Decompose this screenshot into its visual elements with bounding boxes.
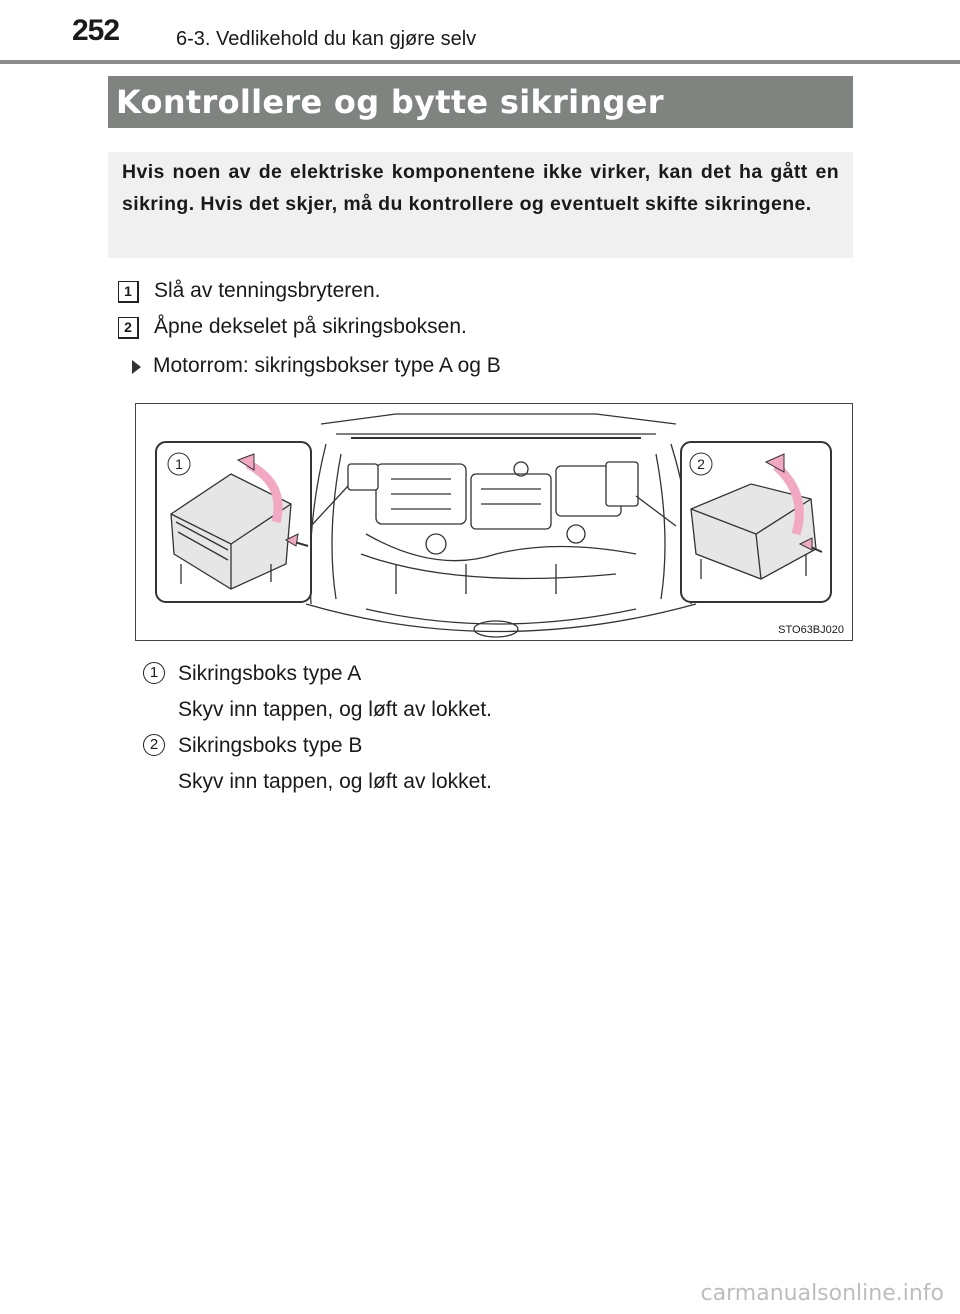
figure-engine-fuse-boxes bbox=[135, 403, 853, 641]
step-badge: 1 bbox=[118, 281, 139, 303]
bullet-arrow-icon bbox=[132, 360, 141, 374]
intro-box bbox=[108, 152, 853, 258]
bullet-text: Motorrom: sikringsbokser type A og B bbox=[153, 354, 501, 377]
callout-2: 2 bbox=[697, 456, 705, 472]
step-badge: 2 bbox=[118, 317, 139, 339]
page-number: 252 bbox=[72, 14, 120, 47]
title-bar bbox=[108, 76, 853, 128]
header-rule bbox=[0, 60, 960, 64]
legend-desc: Skyv inn tappen, og løft av lokket. bbox=[178, 770, 492, 793]
engine-illustration bbox=[136, 404, 852, 640]
watermark: carmanualsonline.info bbox=[700, 1281, 944, 1306]
legend-desc: Skyv inn tappen, og løft av lokket. bbox=[178, 698, 492, 721]
page-title: Kontrollere og bytte sikringer bbox=[116, 83, 664, 121]
callout-1: 1 bbox=[175, 456, 183, 472]
step-text: Åpne dekselet på sikringsboksen. bbox=[154, 315, 467, 338]
section-label: 6-3. Vedlikehold du kan gjøre selv bbox=[176, 28, 477, 50]
figure-code: STO63BJ020 bbox=[778, 624, 844, 636]
intro-text: Hvis noen av de elektriske komponentene ikke virker, kan det ha gått en sikring. Hvis det skjer, må du kontrollere og eventuelt skifte sikringene. bbox=[122, 161, 839, 215]
legend-number: 2 bbox=[143, 734, 165, 756]
legend-title: Sikringsboks type B bbox=[178, 734, 363, 757]
legend-number: 1 bbox=[143, 662, 165, 684]
legend-title: Sikringsboks type A bbox=[178, 662, 362, 685]
step-text: Slå av tenningsbryteren. bbox=[154, 279, 381, 302]
